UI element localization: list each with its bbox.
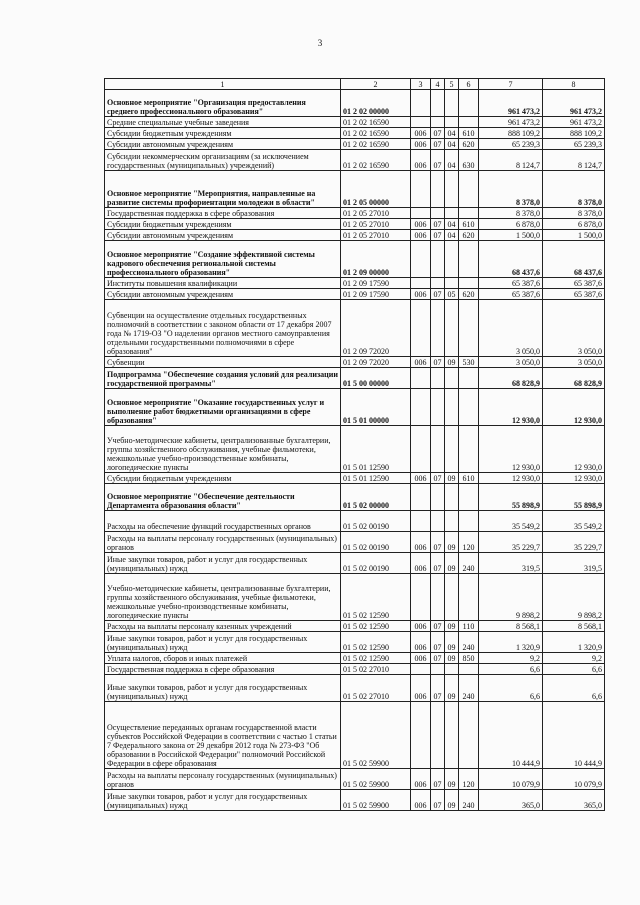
row-code-cell: 01 5 02 00000 — [341, 484, 411, 511]
row-name-cell: Расходы на выплаты персоналу государственных (муниципальных) органов — [105, 532, 341, 553]
table-row — [105, 653, 605, 664]
row-subsection-cell: 04 — [445, 219, 459, 230]
row-expense-type-cell — [459, 664, 479, 675]
row-section-cell: 07 — [431, 289, 445, 300]
row-code-cell: 01 2 02 16590 — [341, 128, 411, 139]
row-amount-col7-cell: 65 387,6 — [479, 289, 543, 300]
row-ministry-cell — [411, 426, 431, 473]
row-section-cell — [431, 702, 445, 769]
row-code-cell: 01 5 02 27010 — [341, 675, 411, 702]
row-subsection-cell — [445, 511, 459, 532]
row-amount-col8-cell: 6,6 — [543, 664, 605, 675]
row-ministry-cell: 006 — [411, 769, 431, 790]
row-amount-col8-cell: 10 444,9 — [543, 702, 605, 769]
row-name-cell: Основное мероприятие "Организация предоставления среднего профессионального образования" — [105, 90, 341, 117]
table-row — [105, 621, 605, 632]
row-amount-col8-cell: 9,2 — [543, 653, 605, 664]
row-expense-type-cell — [459, 484, 479, 511]
row-code-cell: 01 2 05 27010 — [341, 230, 411, 241]
row-expense-type-cell — [459, 426, 479, 473]
row-name-cell: Субсидии некоммерческим организациям (за исключением государственных (муниципальных) учреждений) — [105, 150, 341, 171]
row-name-cell: Субсидии бюджетным учреждениям — [105, 128, 341, 139]
row-expense-type-cell — [459, 574, 479, 621]
row-subsection-cell — [445, 368, 459, 389]
row-amount-col8-cell: 1 500,0 — [543, 230, 605, 241]
row-expense-type-cell: 240 — [459, 790, 479, 811]
row-section-cell — [431, 300, 445, 357]
row-section-cell: 07 — [431, 621, 445, 632]
row-subsection-cell — [445, 241, 459, 278]
row-name-cell: Основное мероприятие "Мероприятия, направленные на развитие системы профориентации молодежи в области" — [105, 171, 341, 208]
row-name-cell: Субсидии бюджетным учреждениям — [105, 219, 341, 230]
header-cell: 3 — [411, 79, 431, 90]
table-row — [105, 426, 605, 473]
row-subsection-cell: 09 — [445, 790, 459, 811]
row-section-cell: 07 — [431, 150, 445, 171]
row-ministry-cell — [411, 664, 431, 675]
row-ministry-cell: 006 — [411, 621, 431, 632]
row-section-cell — [431, 426, 445, 473]
row-amount-col7-cell: 3 050,0 — [479, 300, 543, 357]
table-row — [105, 289, 605, 300]
row-name-cell: Субсидии автономным учреждениям — [105, 289, 341, 300]
row-code-cell: 01 5 02 59900 — [341, 790, 411, 811]
row-expense-type-cell — [459, 117, 479, 128]
row-code-cell: 01 5 02 12590 — [341, 621, 411, 632]
row-code-cell: 01 2 09 00000 — [341, 241, 411, 278]
row-amount-col7-cell: 6,6 — [479, 675, 543, 702]
row-section-cell: 07 — [431, 532, 445, 553]
row-amount-col7-cell: 35 549,2 — [479, 511, 543, 532]
header-cell: 2 — [341, 79, 411, 90]
row-name-cell: Основное мероприятие "Обеспечение деятельности Департамента образования области" — [105, 484, 341, 511]
row-section-cell — [431, 241, 445, 278]
table-row — [105, 473, 605, 484]
row-amount-col8-cell: 68 828,9 — [543, 368, 605, 389]
row-code-cell: 01 5 01 12590 — [341, 473, 411, 484]
row-name-cell: Осуществление переданных органам государственной власти субъектов Российской Федерации в соответствии с частью 1 статьи 7 Федерального закона от 29 декабря 2012 года № 273-ФЗ "Об образовании в Российской Федерации" полномочий Российской Федерации в сфере образования — [105, 702, 341, 769]
row-amount-col8-cell: 8 124,7 — [543, 150, 605, 171]
row-ministry-cell: 006 — [411, 139, 431, 150]
row-name-cell: Субсидии автономным учреждениям — [105, 139, 341, 150]
row-section-cell — [431, 278, 445, 289]
row-name-cell: Институты повышения квалификации — [105, 278, 341, 289]
row-amount-col8-cell: 12 930,0 — [543, 473, 605, 484]
row-section-cell — [431, 511, 445, 532]
row-expense-type-cell: 240 — [459, 632, 479, 653]
row-code-cell: 01 2 05 27010 — [341, 219, 411, 230]
row-code-cell: 01 2 05 00000 — [341, 171, 411, 208]
row-expense-type-cell: 120 — [459, 769, 479, 790]
row-section-cell: 07 — [431, 553, 445, 574]
row-amount-col7-cell: 319,5 — [479, 553, 543, 574]
row-amount-col7-cell: 1 320,9 — [479, 632, 543, 653]
table-row — [105, 128, 605, 139]
row-name-cell: Учебно-методические кабинеты, централизованные бухгалтерии, группы хозяйственного обслуживания, учебные фильмотеки, межшкольные учебно-производственные комбинаты, логопедические пункты — [105, 574, 341, 621]
row-amount-col8-cell: 8 378,0 — [543, 171, 605, 208]
row-code-cell: 01 2 09 72020 — [341, 357, 411, 368]
row-subsection-cell: 04 — [445, 230, 459, 241]
row-expense-type-cell — [459, 278, 479, 289]
row-section-cell: 07 — [431, 473, 445, 484]
row-amount-col8-cell: 55 898,9 — [543, 484, 605, 511]
row-code-cell: 01 2 02 16590 — [341, 117, 411, 128]
row-amount-col7-cell: 6,6 — [479, 664, 543, 675]
row-expense-type-cell: 620 — [459, 230, 479, 241]
row-ministry-cell — [411, 300, 431, 357]
row-section-cell: 07 — [431, 219, 445, 230]
row-amount-col7-cell: 9,2 — [479, 653, 543, 664]
row-name-cell: Субсидии автономным учреждениям — [105, 230, 341, 241]
row-subsection-cell: 04 — [445, 150, 459, 171]
row-ministry-cell: 006 — [411, 532, 431, 553]
header-cell: 5 — [445, 79, 459, 90]
row-section-cell — [431, 208, 445, 219]
row-ministry-cell: 006 — [411, 357, 431, 368]
row-code-cell: 01 5 00 00000 — [341, 368, 411, 389]
row-name-cell: Расходы на обеспечение функций государственных органов — [105, 511, 341, 532]
row-amount-col7-cell: 961 473,2 — [479, 90, 543, 117]
row-amount-col7-cell: 65 387,6 — [479, 278, 543, 289]
row-amount-col7-cell: 68 828,9 — [479, 368, 543, 389]
row-expense-type-cell — [459, 90, 479, 117]
row-ministry-cell — [411, 511, 431, 532]
row-section-cell: 07 — [431, 653, 445, 664]
row-amount-col7-cell: 6 878,0 — [479, 219, 543, 230]
row-subsection-cell: 09 — [445, 653, 459, 664]
row-amount-col8-cell: 3 050,0 — [543, 300, 605, 357]
row-code-cell: 01 5 02 27010 — [341, 664, 411, 675]
row-amount-col8-cell: 8 378,0 — [543, 208, 605, 219]
table-row — [105, 574, 605, 621]
row-expense-type-cell: 850 — [459, 653, 479, 664]
row-subsection-cell: 09 — [445, 473, 459, 484]
row-section-cell: 07 — [431, 357, 445, 368]
table-row — [105, 675, 605, 702]
row-section-cell — [431, 171, 445, 208]
row-subsection-cell — [445, 702, 459, 769]
row-name-cell: Иные закупки товаров, работ и услуг для государственных (муниципальных) нужд — [105, 790, 341, 811]
row-expense-type-cell: 110 — [459, 621, 479, 632]
row-amount-col7-cell: 65 239,3 — [479, 139, 543, 150]
table-row — [105, 139, 605, 150]
row-ministry-cell: 006 — [411, 553, 431, 574]
row-expense-type-cell — [459, 511, 479, 532]
row-expense-type-cell — [459, 300, 479, 357]
table-row — [105, 219, 605, 230]
row-code-cell: 01 5 02 00190 — [341, 532, 411, 553]
row-subsection-cell — [445, 117, 459, 128]
row-expense-type-cell: 630 — [459, 150, 479, 171]
row-amount-col8-cell: 888 109,2 — [543, 128, 605, 139]
row-subsection-cell — [445, 664, 459, 675]
table-row — [105, 769, 605, 790]
row-section-cell: 07 — [431, 675, 445, 702]
row-name-cell: Иные закупки товаров, работ и услуг для государственных (муниципальных) нужд — [105, 632, 341, 653]
row-ministry-cell: 006 — [411, 128, 431, 139]
row-amount-col8-cell: 961 473,2 — [543, 117, 605, 128]
row-subsection-cell — [445, 278, 459, 289]
row-amount-col8-cell: 12 930,0 — [543, 426, 605, 473]
row-name-cell: Субвенции на осуществление отдельных государственных полномочий в соответствии с законом области от 17 декабря 2007 года № 1719-ОЗ "О наделении органов местного самоуправления отдельными государственными полномочиями в сфере образования" — [105, 300, 341, 357]
row-section-cell — [431, 368, 445, 389]
table-row — [105, 230, 605, 241]
row-expense-type-cell: 240 — [459, 553, 479, 574]
row-expense-type-cell: 620 — [459, 139, 479, 150]
row-subsection-cell: 09 — [445, 532, 459, 553]
row-amount-col7-cell: 68 437,6 — [479, 241, 543, 278]
row-amount-col7-cell: 8 378,0 — [479, 171, 543, 208]
row-expense-type-cell: 610 — [459, 219, 479, 230]
row-amount-col8-cell: 319,5 — [543, 553, 605, 574]
row-name-cell: Иные закупки товаров, работ и услуг для государственных (муниципальных) нужд — [105, 553, 341, 574]
row-expense-type-cell — [459, 389, 479, 426]
row-amount-col8-cell: 65 387,6 — [543, 289, 605, 300]
row-amount-col7-cell: 961 473,2 — [479, 117, 543, 128]
row-expense-type-cell — [459, 241, 479, 278]
table-row — [105, 511, 605, 532]
table-row — [105, 208, 605, 219]
row-amount-col7-cell: 3 050,0 — [479, 357, 543, 368]
row-section-cell: 07 — [431, 139, 445, 150]
row-subsection-cell — [445, 426, 459, 473]
table-row — [105, 484, 605, 511]
row-ministry-cell: 006 — [411, 653, 431, 664]
table-row — [105, 702, 605, 769]
row-code-cell: 01 2 09 72020 — [341, 300, 411, 357]
row-section-cell: 07 — [431, 128, 445, 139]
row-amount-col8-cell: 35 549,2 — [543, 511, 605, 532]
table-row — [105, 300, 605, 357]
row-section-cell: 07 — [431, 632, 445, 653]
row-expense-type-cell — [459, 368, 479, 389]
row-amount-col8-cell: 10 079,9 — [543, 769, 605, 790]
table-row — [105, 532, 605, 553]
table-row — [105, 368, 605, 389]
row-amount-col7-cell: 55 898,9 — [479, 484, 543, 511]
row-subsection-cell — [445, 300, 459, 357]
row-name-cell: Учебно-методические кабинеты, централизованные бухгалтерии, группы хозяйственного обслуживания, учебные фильмотеки, межшкольные учебно-производственные комбинаты, логопедические пункты — [105, 426, 341, 473]
row-name-cell: Подпрограмма "Обеспечение создания условий для реализации государственной программы" — [105, 368, 341, 389]
row-name-cell: Основное мероприятие "Оказание государственных услуг и выполнение работ бюджетными организациями в сфере образования" — [105, 389, 341, 426]
row-name-cell: Расходы на выплаты персоналу государственных (муниципальных) органов — [105, 769, 341, 790]
row-code-cell: 01 2 02 00000 — [341, 90, 411, 117]
row-amount-col7-cell: 12 930,0 — [479, 426, 543, 473]
row-section-cell — [431, 117, 445, 128]
row-subsection-cell — [445, 90, 459, 117]
row-code-cell: 01 5 02 59900 — [341, 702, 411, 769]
row-code-cell: 01 5 01 12590 — [341, 426, 411, 473]
table-row — [105, 790, 605, 811]
row-code-cell: 01 2 09 17590 — [341, 289, 411, 300]
table-header-row — [105, 79, 605, 90]
header-cell: 4 — [431, 79, 445, 90]
table-row — [105, 632, 605, 653]
row-subsection-cell: 09 — [445, 769, 459, 790]
row-code-cell: 01 5 02 59900 — [341, 769, 411, 790]
row-amount-col8-cell: 9 898,2 — [543, 574, 605, 621]
header-cell: 1 — [105, 79, 341, 90]
row-subsection-cell — [445, 171, 459, 208]
row-amount-col8-cell: 12 930,0 — [543, 389, 605, 426]
row-section-cell — [431, 90, 445, 117]
row-ministry-cell: 006 — [411, 632, 431, 653]
row-amount-col7-cell: 35 229,7 — [479, 532, 543, 553]
row-ministry-cell: 006 — [411, 289, 431, 300]
row-ministry-cell — [411, 702, 431, 769]
page-number: 3 — [317, 38, 323, 48]
row-ministry-cell — [411, 241, 431, 278]
row-name-cell: Государственная поддержка в сфере образования — [105, 664, 341, 675]
row-code-cell: 01 5 01 00000 — [341, 389, 411, 426]
row-expense-type-cell: 610 — [459, 473, 479, 484]
row-section-cell — [431, 664, 445, 675]
row-subsection-cell: 09 — [445, 632, 459, 653]
row-name-cell: Субвенции — [105, 357, 341, 368]
row-expense-type-cell: 120 — [459, 532, 479, 553]
row-amount-col7-cell: 12 930,0 — [479, 473, 543, 484]
row-subsection-cell: 09 — [445, 357, 459, 368]
row-subsection-cell — [445, 574, 459, 621]
row-amount-col7-cell: 8 124,7 — [479, 150, 543, 171]
row-expense-type-cell — [459, 208, 479, 219]
row-code-cell: 01 2 09 17590 — [341, 278, 411, 289]
row-amount-col8-cell: 8 568,1 — [543, 621, 605, 632]
row-amount-col7-cell: 10 079,9 — [479, 769, 543, 790]
row-name-cell: Расходы на выплаты персоналу казенных учреждений — [105, 621, 341, 632]
row-expense-type-cell — [459, 702, 479, 769]
row-name-cell: Уплата налогов, сборов и иных платежей — [105, 653, 341, 664]
table-row — [105, 241, 605, 278]
table-row — [105, 90, 605, 117]
row-ministry-cell — [411, 484, 431, 511]
row-code-cell: 01 2 02 16590 — [341, 139, 411, 150]
row-amount-col7-cell: 8 378,0 — [479, 208, 543, 219]
table-row — [105, 117, 605, 128]
row-ministry-cell: 006 — [411, 675, 431, 702]
row-amount-col7-cell: 888 109,2 — [479, 128, 543, 139]
row-expense-type-cell: 620 — [459, 289, 479, 300]
row-code-cell: 01 5 02 00190 — [341, 553, 411, 574]
row-ministry-cell — [411, 117, 431, 128]
row-ministry-cell: 006 — [411, 230, 431, 241]
table-row — [105, 278, 605, 289]
row-amount-col7-cell: 9 898,2 — [479, 574, 543, 621]
row-subsection-cell: 04 — [445, 128, 459, 139]
row-amount-col8-cell: 3 050,0 — [543, 357, 605, 368]
row-name-cell: Субсидии бюджетным учреждениям — [105, 473, 341, 484]
row-name-cell: Государственная поддержка в сфере образования — [105, 208, 341, 219]
row-amount-col8-cell: 6 878,0 — [543, 219, 605, 230]
row-name-cell: Иные закупки товаров, работ и услуг для государственных (муниципальных) нужд — [105, 675, 341, 702]
row-section-cell — [431, 389, 445, 426]
row-amount-col7-cell: 10 444,9 — [479, 702, 543, 769]
row-ministry-cell — [411, 278, 431, 289]
row-subsection-cell — [445, 389, 459, 426]
table-row — [105, 150, 605, 171]
row-amount-col8-cell: 65 387,6 — [543, 278, 605, 289]
row-subsection-cell: 04 — [445, 139, 459, 150]
header-cell: 8 — [543, 79, 605, 90]
row-ministry-cell: 006 — [411, 790, 431, 811]
row-amount-col7-cell: 365,0 — [479, 790, 543, 811]
row-subsection-cell — [445, 208, 459, 219]
row-code-cell: 01 2 05 27010 — [341, 208, 411, 219]
row-subsection-cell: 09 — [445, 621, 459, 632]
row-ministry-cell — [411, 368, 431, 389]
table-row — [105, 553, 605, 574]
row-amount-col8-cell: 6,6 — [543, 675, 605, 702]
table-row — [105, 389, 605, 426]
row-subsection-cell: 09 — [445, 675, 459, 702]
row-subsection-cell: 05 — [445, 289, 459, 300]
row-amount-col7-cell: 8 568,1 — [479, 621, 543, 632]
row-section-cell: 07 — [431, 790, 445, 811]
row-expense-type-cell — [459, 171, 479, 208]
row-amount-col8-cell: 68 437,6 — [543, 241, 605, 278]
row-subsection-cell: 09 — [445, 553, 459, 574]
row-ministry-cell — [411, 208, 431, 219]
row-subsection-cell — [445, 484, 459, 511]
row-ministry-cell — [411, 574, 431, 621]
row-section-cell — [431, 574, 445, 621]
row-amount-col8-cell: 365,0 — [543, 790, 605, 811]
row-section-cell: 07 — [431, 769, 445, 790]
row-amount-col7-cell: 12 930,0 — [479, 389, 543, 426]
table-row — [105, 357, 605, 368]
row-section-cell: 07 — [431, 230, 445, 241]
row-ministry-cell — [411, 171, 431, 208]
row-amount-col8-cell: 961 473,2 — [543, 90, 605, 117]
row-expense-type-cell: 530 — [459, 357, 479, 368]
row-ministry-cell: 006 — [411, 219, 431, 230]
row-code-cell: 01 5 02 12590 — [341, 632, 411, 653]
row-section-cell — [431, 484, 445, 511]
header-cell: 7 — [479, 79, 543, 90]
budget-table — [104, 78, 605, 811]
table-row — [105, 664, 605, 675]
row-ministry-cell: 006 — [411, 150, 431, 171]
row-code-cell: 01 2 02 16590 — [341, 150, 411, 171]
header-cell: 6 — [459, 79, 479, 90]
row-code-cell: 01 5 02 00190 — [341, 511, 411, 532]
row-ministry-cell — [411, 389, 431, 426]
row-name-cell: Средние специальные учебные заведения — [105, 117, 341, 128]
row-code-cell: 01 5 02 12590 — [341, 574, 411, 621]
row-name-cell: Основное мероприятие "Создание эффективной системы кадрового обеспечения региональной системы профессионального образования" — [105, 241, 341, 278]
row-amount-col8-cell: 35 229,7 — [543, 532, 605, 553]
row-ministry-cell: 006 — [411, 473, 431, 484]
row-amount-col8-cell: 1 320,9 — [543, 632, 605, 653]
row-amount-col7-cell: 1 500,0 — [479, 230, 543, 241]
row-expense-type-cell: 240 — [459, 675, 479, 702]
row-code-cell: 01 5 02 12590 — [341, 653, 411, 664]
table-row — [105, 171, 605, 208]
row-ministry-cell — [411, 90, 431, 117]
row-amount-col8-cell: 65 239,3 — [543, 139, 605, 150]
row-expense-type-cell: 610 — [459, 128, 479, 139]
